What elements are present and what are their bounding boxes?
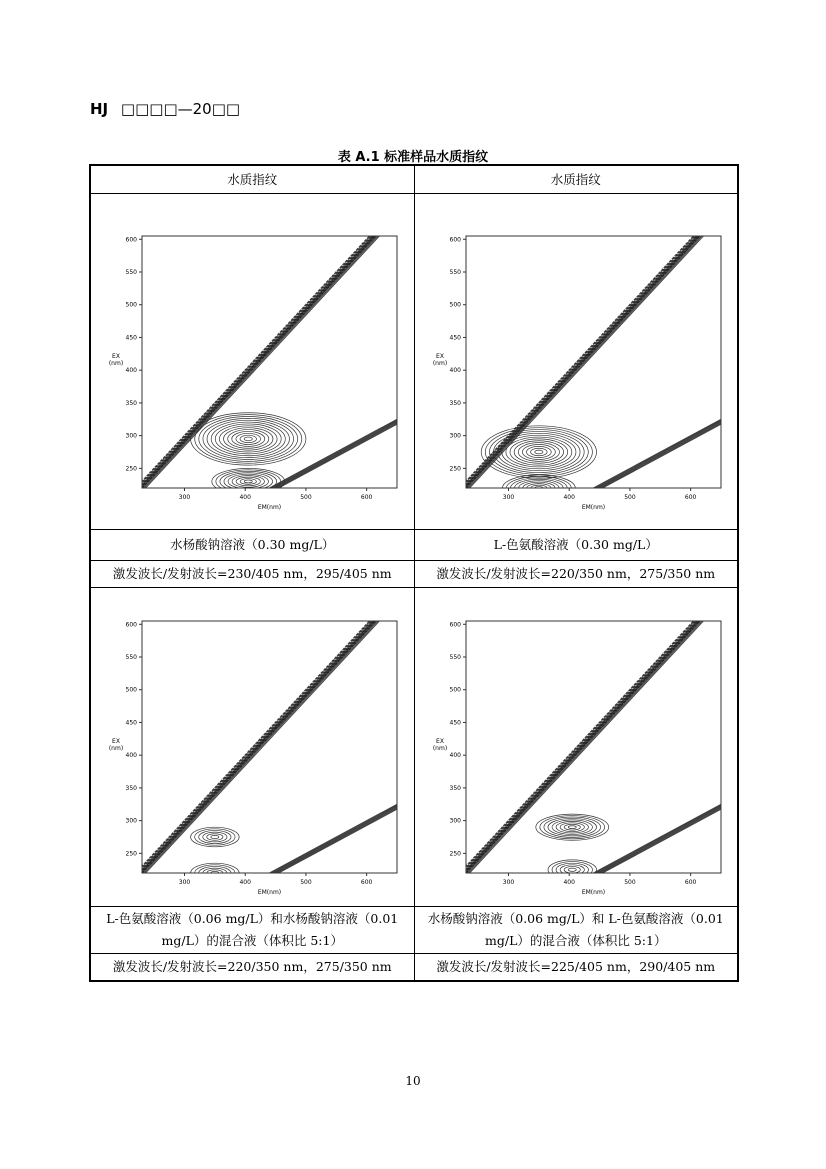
contour-ring bbox=[568, 868, 576, 871]
y-tick-label: 450 bbox=[449, 719, 461, 727]
y-tick-label: 250 bbox=[125, 850, 138, 858]
scatter-band-line bbox=[141, 598, 396, 873]
contour-ring bbox=[228, 429, 269, 448]
y-axis-label: EX bbox=[112, 738, 121, 745]
y-axis-label: EX bbox=[435, 738, 444, 745]
standard-number: □□□□—20□□ bbox=[120, 100, 241, 118]
eem-plot-4 bbox=[426, 597, 726, 897]
x-tick-label: 600 bbox=[684, 879, 697, 886]
contour-ring bbox=[244, 437, 252, 441]
contour-ring bbox=[518, 442, 559, 461]
y-tick-label: 400 bbox=[125, 752, 138, 760]
contour-ring bbox=[244, 480, 252, 483]
scatter-band-line bbox=[466, 598, 721, 873]
contour-ring bbox=[211, 422, 285, 456]
contour-area bbox=[136, 598, 402, 883]
contour-ring bbox=[514, 440, 563, 462]
panel-2-label: L-色氨酸溶液（0.30 mg/L） bbox=[414, 530, 738, 561]
y-axis-label: EX bbox=[112, 352, 121, 360]
panel-4-label: 水杨酸钠溶液（0.06 mg/L）和 L-色氨酸溶液（0.01 mg/L）的混合液（体积比 5:1） bbox=[414, 907, 738, 954]
contour-ring bbox=[536, 814, 609, 840]
panel-1-cell bbox=[90, 194, 414, 530]
x-tick-label: 400 bbox=[239, 879, 252, 886]
y-tick-label: 500 bbox=[125, 686, 138, 694]
contour-ring bbox=[564, 866, 580, 873]
y-tick-label: 500 bbox=[449, 301, 461, 309]
contour-ring bbox=[212, 468, 285, 494]
x-tick-label: 500 bbox=[623, 493, 636, 501]
scatter-band-line bbox=[140, 213, 395, 488]
panel-1-label: 水杨酸钠溶液（0.30 mg/L） bbox=[90, 530, 414, 561]
panel-4-cell bbox=[414, 588, 738, 907]
y-tick-label: 450 bbox=[449, 333, 461, 341]
contour-ring bbox=[540, 816, 605, 839]
x-tick-label: 300 bbox=[179, 879, 191, 886]
x-tick-label: 400 bbox=[563, 879, 575, 886]
contour-ring bbox=[216, 423, 282, 453]
y-tick-label: 550 bbox=[449, 654, 461, 661]
contour-ring bbox=[493, 431, 584, 472]
y-tick-label: 600 bbox=[449, 621, 461, 629]
x-tick-label: 500 bbox=[300, 493, 312, 501]
x-tick-label: 300 bbox=[179, 493, 191, 501]
y-axis-label: (nm) bbox=[432, 359, 447, 367]
contour-ring bbox=[228, 474, 268, 489]
col-header-left: 水质指纹 bbox=[90, 165, 414, 194]
contour-ring bbox=[568, 826, 576, 829]
doc-header bbox=[90, 100, 240, 118]
contour-ring bbox=[211, 835, 219, 838]
contour-ring bbox=[195, 829, 235, 845]
y-axis-label: EX bbox=[435, 352, 444, 360]
x-tick-label: 600 bbox=[361, 879, 373, 886]
contour-ring bbox=[199, 416, 298, 461]
contour-area bbox=[136, 213, 402, 494]
contour-ring bbox=[534, 450, 542, 454]
contour-ring bbox=[552, 820, 592, 835]
y-tick-label: 450 bbox=[125, 719, 138, 727]
x-tick-label: 600 bbox=[684, 493, 697, 501]
contour-area bbox=[460, 213, 726, 501]
col-header-right: 水质指纹 bbox=[414, 165, 738, 194]
contour-ring bbox=[552, 862, 592, 878]
y-tick-label: 350 bbox=[125, 784, 138, 792]
y-tick-label: 250 bbox=[449, 850, 461, 858]
panel-3-label: L-色氨酸溶液（0.06 mg/L）和水杨酸钠溶液（0.01 mg/L）的混合液（体积比 5:1） bbox=[90, 907, 414, 954]
contour-ring bbox=[564, 824, 580, 830]
x-tick-label: 500 bbox=[300, 879, 312, 886]
scatter-band-line bbox=[144, 598, 399, 873]
y-tick-label: 600 bbox=[125, 235, 138, 243]
contour-ring bbox=[240, 478, 256, 484]
page-number: 10 bbox=[405, 1074, 421, 1088]
contour-area bbox=[460, 598, 726, 879]
y-tick-label: 250 bbox=[449, 464, 461, 472]
x-axis-label: EM(nm) bbox=[581, 503, 605, 511]
y-tick-label: 400 bbox=[449, 366, 461, 374]
scatter-band-line bbox=[593, 801, 726, 873]
y-tick-label: 600 bbox=[125, 621, 138, 629]
scatter-band-line bbox=[468, 598, 723, 873]
scatter-band-line bbox=[463, 598, 718, 873]
y-tick-label: 350 bbox=[449, 399, 461, 407]
x-tick-label: 300 bbox=[502, 493, 514, 501]
contour-ring bbox=[522, 444, 555, 459]
contour-ring bbox=[191, 412, 306, 464]
scatter-band-line bbox=[141, 213, 396, 488]
panel-1-info: 激发波长/发射波长=230/405 nm，295/405 nm bbox=[90, 561, 414, 588]
y-tick-label: 400 bbox=[449, 752, 461, 760]
y-tick-label: 350 bbox=[125, 399, 138, 407]
panel-4-info: 激发波长/发射波长=225/405 nm，290/405 nm bbox=[414, 954, 738, 982]
eem-plot-2 bbox=[426, 212, 726, 512]
y-tick-label: 350 bbox=[449, 784, 461, 792]
y-tick-label: 450 bbox=[125, 333, 138, 341]
contour-ring bbox=[207, 834, 223, 841]
scatter-band-line bbox=[140, 598, 395, 873]
contour-ring bbox=[506, 437, 572, 467]
x-tick-label: 300 bbox=[502, 879, 514, 886]
contour-ring bbox=[489, 429, 588, 474]
scatter-band-line bbox=[146, 598, 401, 873]
scatter-band-line bbox=[146, 213, 401, 488]
table-caption: 表 A.1 标准样品水质指纹 bbox=[337, 150, 489, 165]
x-axis-label: EM(nm) bbox=[258, 889, 282, 896]
x-tick-label: 500 bbox=[623, 879, 636, 886]
y-tick-label: 300 bbox=[125, 432, 138, 440]
x-tick-label: 400 bbox=[563, 493, 575, 501]
y-tick-label: 500 bbox=[449, 686, 461, 694]
y-tick-label: 300 bbox=[125, 817, 138, 825]
scatter-band-line bbox=[593, 416, 726, 488]
scatter-band-line bbox=[143, 598, 398, 873]
y-tick-label: 600 bbox=[449, 235, 461, 243]
x-tick-label: 600 bbox=[361, 493, 373, 501]
contour-ring bbox=[232, 431, 265, 446]
eem-plot-3 bbox=[102, 597, 402, 897]
contour-ring bbox=[502, 435, 576, 469]
panel-2-cell bbox=[414, 194, 738, 530]
x-tick-label: 400 bbox=[239, 493, 252, 501]
y-axis-label: (nm) bbox=[109, 745, 124, 752]
scatter-band-line bbox=[143, 213, 398, 488]
x-axis-label: EM(nm) bbox=[258, 503, 282, 511]
panel-3-info: 激发波长/发射波长=220/350 nm，275/350 nm bbox=[90, 954, 414, 982]
contour-ring bbox=[240, 435, 256, 442]
y-axis-label: (nm) bbox=[432, 745, 447, 752]
y-tick-label: 500 bbox=[125, 301, 138, 309]
contour-ring bbox=[203, 418, 294, 459]
y-tick-label: 250 bbox=[125, 464, 138, 472]
scatter-band-line bbox=[270, 801, 403, 873]
y-tick-label: 300 bbox=[449, 817, 461, 825]
y-tick-label: 300 bbox=[449, 432, 461, 440]
scatter-band-line bbox=[466, 213, 721, 488]
contour-ring bbox=[224, 427, 273, 449]
y-tick-label: 550 bbox=[449, 268, 461, 276]
y-axis-label: (nm) bbox=[109, 359, 124, 367]
y-tick-label: 400 bbox=[125, 366, 138, 374]
fingerprint-table bbox=[89, 164, 739, 982]
y-tick-label: 550 bbox=[125, 268, 138, 276]
x-axis-label: EM(nm) bbox=[581, 889, 605, 896]
contour-ring bbox=[216, 469, 281, 492]
eem-plot-1 bbox=[102, 212, 402, 512]
contour-ring bbox=[530, 448, 546, 455]
panel-2-info: 激发波长/发射波长=220/350 nm，275/350 nm bbox=[414, 561, 738, 588]
standard-code: HJ bbox=[90, 100, 109, 118]
y-tick-label: 550 bbox=[125, 654, 138, 661]
panel-3-cell bbox=[90, 588, 414, 907]
